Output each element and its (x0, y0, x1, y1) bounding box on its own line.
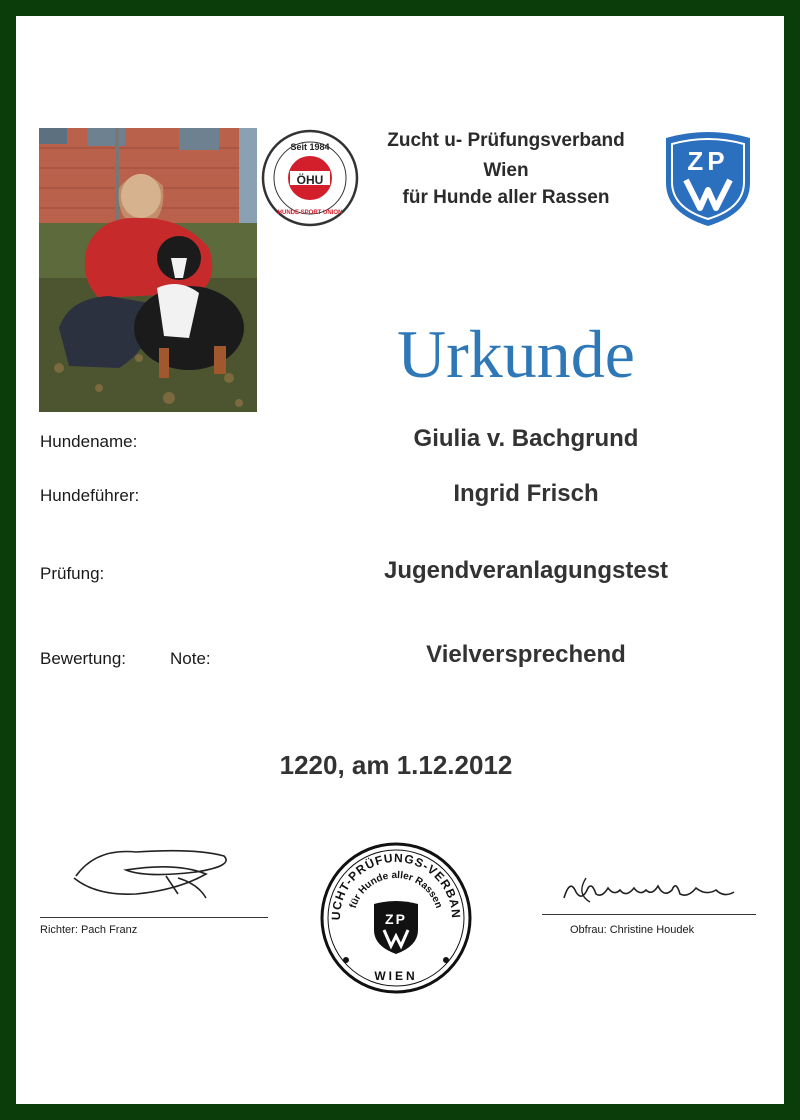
svg-text:ZP: ZP (385, 911, 407, 927)
judge-signature-line (40, 917, 268, 918)
rating-label: Bewertung: (40, 649, 126, 668)
org-name-line3: für Hunde aller Rassen (402, 187, 610, 208)
dog-name-value: Giulia v. Bachgrund (413, 425, 639, 452)
exam-value: Jugendveranlagungstest (383, 557, 669, 584)
org-name-line1: Zucht u- Prüfungsverband (387, 130, 625, 151)
org-name-line2: Wien (483, 160, 529, 181)
handler-dog-photo (39, 128, 257, 412)
place-date: 1220, am 1.12.2012 (279, 750, 513, 780)
exam-label: Prüfung: (40, 564, 105, 583)
chair-signature (556, 868, 746, 919)
chair-name: Obfrau: Christine Houdek (570, 924, 695, 936)
svg-text:ZUCHT-PRÜFUNGS-VERBAND: UCHT-PRÜFUNGS-VERBAN (328, 850, 464, 921)
official-stamp (316, 838, 476, 998)
dog-name-label: Hundename: (40, 432, 138, 451)
oehu-logo (260, 128, 360, 228)
svg-text:ÖHU: ÖHU (296, 173, 324, 187)
judge-name: Richter: Pach Franz (40, 924, 138, 936)
rating-value: Vielversprechend (426, 641, 626, 668)
certificate-title: Urkunde (397, 316, 635, 392)
handler-label: Hundeführer: (40, 486, 140, 505)
certificate-page (16, 16, 784, 1104)
svg-text:für Hunde aller Rassen: für Hunde aller Rassen (347, 869, 445, 910)
zpv-logo (658, 128, 758, 228)
svg-text:ZP: ZP (687, 146, 729, 176)
judge-signature (66, 838, 236, 913)
note-label: Note: (170, 649, 211, 668)
svg-text:Seit 1984: Seit 1984 (290, 142, 330, 152)
svg-text:WIEN: WIEN (374, 969, 418, 983)
svg-text:HUNDE SPORT UNION: HUNDE SPORT UNION (277, 210, 343, 216)
handler-value: Ingrid Frisch (453, 480, 599, 507)
chair-signature-line (542, 914, 756, 915)
